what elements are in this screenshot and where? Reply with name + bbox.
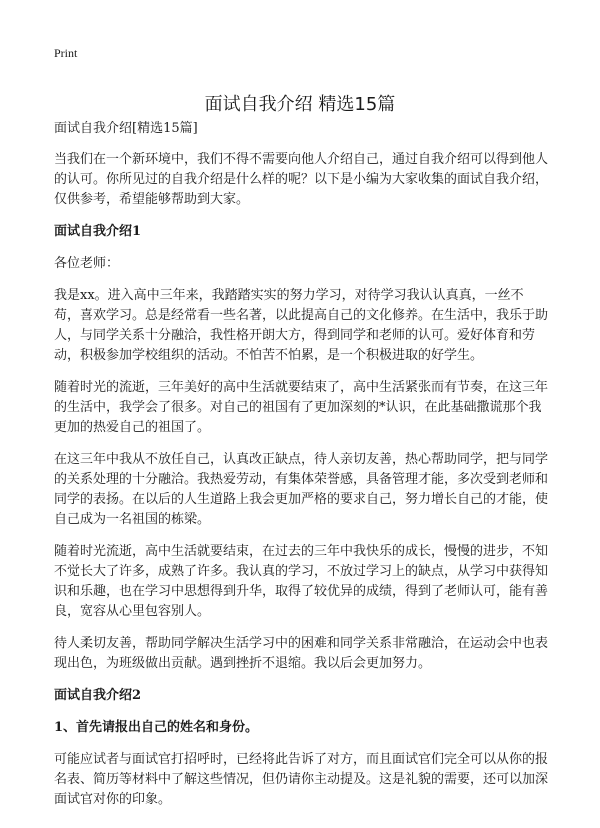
section-1-greeting: 各位老师：	[54, 256, 120, 271]
section-2-paragraph: 可能应试者与面试官打招呼时，已经将此告诉了对方，而且面试官们完全可以从你的报名表、简历等材料中了解这些情况，但仍请你主动提及。这是礼貌的需要，还可以加深面试官对你的印象。	[54, 752, 549, 807]
page-title: 面试自我介绍 精选15篇	[204, 94, 396, 116]
document-subtitle: 面试自我介绍[精选15篇]	[54, 121, 198, 136]
section-1-paragraph: 待人柔切友善，帮助同学解决生活学习中的困难和同学关系非常融洽，在运动会中也表现出色，为班级做出贡献。遇到挫折不退缩。我以后会更加努力。	[54, 636, 549, 671]
section-1-paragraph: 随着时光的流逝，三年美好的高中生活就要结束了，高中生活紧张而有节奏，在这三年的生活中，我学会了很多。对自己的祖国有了更加深刻的*认识，在此基础撒谎那个我更加的热爱自己的祖国了。	[54, 380, 549, 435]
section-1-paragraph: 我是xx。进入高中三年来，我踏踏实实的努力学习，对待学习我认认真真，一丝不苟，喜欢学习。总是经常看一些名著，以此提高自己的文化修养。在生活中，我乐于助人，与同学关系十分融洽，我性格开朗大方，得到同学和老师的认可。爱好体育和劳动，积极参加学校组织的活动。不怕苦不怕累，是一个积极进取的好学生。	[54, 288, 549, 363]
document-body	[54, 119, 548, 822]
print-label: Print	[54, 46, 78, 60]
section-1-paragraph: 在这三年中我从不放任自己，认真改正缺点，待人亲切友善，热心帮助同学，把与同学的关系处理的十分融洽。我热爱劳动，有集体荣誉感，具备管理才能，多次受到老师和同学的表扬。在以后的人生道路上我会更加严格的要求自己，努力增长自己的才能，使自己成为一名祖国的栋梁。	[54, 452, 549, 527]
section-2-subheading: 1、首先请报出自己的姓名和身份。	[54, 720, 259, 735]
intro-paragraph: 当我们在一个新环境中，我们不得不需要向他人介绍自己，通过自我介绍可以得到他人的认可。你所见过的自我介绍是什么样的呢？以下是小编为大家收集的面试自我介绍，仅供参考，希望能够帮助到大家。	[54, 152, 549, 207]
section-1-paragraph: 随着时光流逝，高中生活就要结束，在过去的三年中我快乐的成长，慢慢的进步，不知不觉长大了许多，成熟了许多。我认真的学习，不放过学习上的缺点，从学习中获得知识和乐趣，也在学习中思想得到升华，取得了较优异的成绩，得到了老师认可，能有善良，宽容从心里包容别人。	[54, 544, 549, 619]
section-2-heading: 面试自我介绍2	[54, 688, 142, 703]
section-1-heading: 面试自我介绍1	[54, 224, 142, 239]
